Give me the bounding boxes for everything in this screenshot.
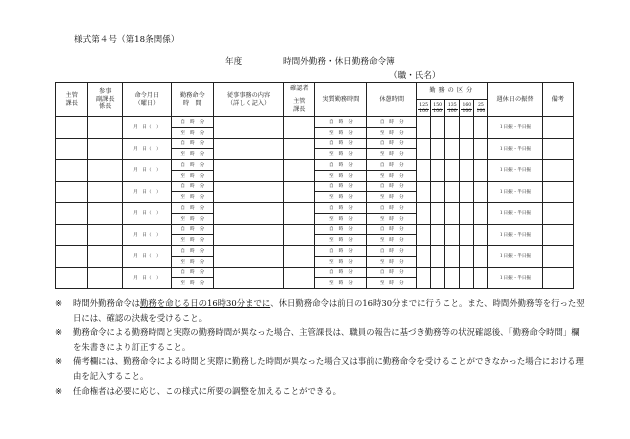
cell-kubun[interactable] <box>460 224 474 246</box>
cell-kubun[interactable] <box>431 160 445 182</box>
col-order-time: 勤務命令 時 間 <box>171 83 213 117</box>
cell-supervisor[interactable] <box>56 160 88 182</box>
cell-counselor[interactable] <box>88 117 123 139</box>
cell-furikae[interactable]: １日振・半日振 <box>488 160 542 182</box>
cell-kubun[interactable] <box>460 267 474 289</box>
cell-kubun[interactable] <box>431 203 445 225</box>
cell-confirmer[interactable] <box>284 246 315 268</box>
cell-kubun[interactable] <box>460 181 474 203</box>
cell-rest-from[interactable]: 自 時 分 <box>367 267 417 278</box>
page-title: 時間外勤務・休日勤務命令簿 <box>283 57 395 67</box>
cell-kubun[interactable] <box>460 246 474 268</box>
note-item <box>55 354 585 383</box>
cell-remarks[interactable] <box>542 246 573 268</box>
kubun-rate-25: $\frac{25}{100}$ <box>474 100 488 117</box>
cell-order-from[interactable]: 自 時 分 <box>171 203 213 214</box>
cell-furikae[interactable]: １日振・半日振 <box>488 246 542 268</box>
note-item <box>55 325 585 354</box>
cell-kubun[interactable] <box>474 267 488 289</box>
notes <box>55 296 585 398</box>
cell-kubun[interactable] <box>417 181 431 203</box>
cell-kubun[interactable] <box>474 138 488 160</box>
cell-supervisor[interactable] <box>56 267 88 289</box>
cell-order-from[interactable]: 自 時 分 <box>171 181 213 192</box>
cell-supervisor[interactable] <box>56 117 88 139</box>
overtime-ledger-table <box>55 82 574 289</box>
note-text: 備考欄には、勤務命令による時間と実際に勤務した時間が異なった場合又は事前に勤務命令を受けることができなかった場合における理由を記入すること。 <box>73 356 584 381</box>
cell-kubun[interactable] <box>445 267 460 289</box>
cell-kubun[interactable] <box>460 203 474 225</box>
cell-order-date[interactable]: 月 日（ ） <box>123 246 172 268</box>
cell-rest-to[interactable]: 至 時 分 <box>367 127 417 138</box>
cell-kubun[interactable] <box>431 246 445 268</box>
cell-counselor[interactable] <box>88 203 123 225</box>
cell-actual-to[interactable]: 至 時 分 <box>315 256 367 267</box>
cell-counselor[interactable] <box>88 160 123 182</box>
col-confirmer: 確認者 主管 課長 <box>284 83 315 117</box>
cell-remarks[interactable] <box>542 267 573 289</box>
cell-kubun[interactable] <box>417 224 431 246</box>
form-id: 様式第４号（第18条関係） <box>74 35 180 45</box>
cell-actual-to[interactable]: 至 時 分 <box>315 235 367 246</box>
cell-kubun[interactable] <box>417 117 431 139</box>
title-name-label: （職・氏名） <box>389 71 441 81</box>
cell-remarks[interactable] <box>542 117 573 139</box>
cell-duty[interactable] <box>213 224 283 246</box>
table-row <box>56 203 574 214</box>
cell-rest-to[interactable]: 至 時 分 <box>367 192 417 203</box>
cell-kubun[interactable] <box>431 181 445 203</box>
cell-duty[interactable] <box>213 117 283 139</box>
cell-remarks[interactable] <box>542 224 573 246</box>
cell-kubun[interactable] <box>431 224 445 246</box>
cell-duty[interactable] <box>213 267 283 289</box>
cell-confirmer[interactable] <box>284 117 315 139</box>
cell-duty[interactable] <box>213 138 283 160</box>
cell-kubun[interactable] <box>460 138 474 160</box>
kubun-rate-125: $\frac{125}{100}$ <box>417 100 431 117</box>
cell-actual-from[interactable]: 自 時 分 <box>315 224 367 235</box>
cell-counselor[interactable] <box>88 181 123 203</box>
cell-kubun[interactable] <box>445 224 460 246</box>
cell-order-from[interactable]: 自 時 分 <box>171 267 213 278</box>
cell-kubun[interactable] <box>445 203 460 225</box>
cell-counselor[interactable] <box>88 138 123 160</box>
cell-kubun[interactable] <box>474 246 488 268</box>
cell-order-date[interactable]: 月 日（ ） <box>123 203 172 225</box>
cell-supervisor[interactable] <box>56 246 88 268</box>
cell-supervisor[interactable] <box>56 203 88 225</box>
cell-order-to[interactable]: 至 時 分 <box>171 235 213 246</box>
cell-rest-from[interactable]: 自 時 分 <box>367 203 417 214</box>
table-row <box>56 117 574 128</box>
cell-actual-from[interactable]: 自 時 分 <box>315 246 367 257</box>
note-text: 任命権者は必要に応じ、この様式に所要の調整を加えることができる。 <box>73 385 341 396</box>
cell-duty[interactable] <box>213 181 283 203</box>
cell-order-to[interactable]: 至 時 分 <box>171 213 213 224</box>
cell-actual-from[interactable]: 自 時 分 <box>315 160 367 171</box>
cell-remarks[interactable] <box>542 181 573 203</box>
cell-kubun[interactable] <box>445 160 460 182</box>
cell-actual-from[interactable]: 自 時 分 <box>315 203 367 214</box>
col-supervisor: 主管 課長 <box>56 83 88 117</box>
col-actual-time: 実質勤務時間 <box>315 83 367 117</box>
cell-order-to[interactable]: 至 時 分 <box>171 127 213 138</box>
note-text: 勤務命令による勤務時間と実際の勤務時間が異なった場合、主管課長は、職員の報告に基づき勤務等の状況確認後、「勤務命令時間」欄を朱書きにより訂正すること。 <box>73 327 580 352</box>
cell-order-to[interactable]: 至 時 分 <box>171 278 213 289</box>
cell-rest-from[interactable]: 自 時 分 <box>367 160 417 171</box>
cell-duty[interactable] <box>213 160 283 182</box>
cell-order-date[interactable]: 月 日（ ） <box>123 267 172 289</box>
cell-order-to[interactable]: 至 時 分 <box>171 170 213 181</box>
note-text: 時間外勤務命令は勤務を命じる日の16時30分までに、休日勤務命令は前日の16時30分までに行うこと。また、時間外勤務等を行った翌日には、確認の決裁を受けること。 <box>73 298 585 323</box>
cell-remarks[interactable] <box>542 203 573 225</box>
cell-actual-to[interactable]: 至 時 分 <box>315 278 367 289</box>
cell-kubun[interactable] <box>474 160 488 182</box>
cell-rest-from[interactable]: 自 時 分 <box>367 138 417 149</box>
cell-furikae[interactable]: １日振・半日振 <box>488 138 542 160</box>
note-mark: ※ <box>55 356 63 367</box>
kubun-rate-135: $\frac{135}{100}$ <box>445 100 460 117</box>
cell-counselor[interactable] <box>88 246 123 268</box>
cell-order-from[interactable]: 自 時 分 <box>171 138 213 149</box>
cell-supervisor[interactable] <box>56 181 88 203</box>
note-item <box>55 296 585 325</box>
cell-confirmer[interactable] <box>284 267 315 289</box>
cell-order-date[interactable]: 月 日（ ） <box>123 160 172 182</box>
col-furikae: 週休日の振替 <box>488 83 542 117</box>
col-kubun: 勤務の区分 <box>417 83 488 100</box>
cell-order-date[interactable]: 月 日（ ） <box>123 117 172 139</box>
cell-kubun[interactable] <box>445 246 460 268</box>
cell-kubun[interactable] <box>417 203 431 225</box>
table-row <box>56 181 574 192</box>
cell-order-date[interactable]: 月 日（ ） <box>123 138 172 160</box>
cell-actual-to[interactable]: 至 時 分 <box>315 127 367 138</box>
cell-rest-to[interactable]: 至 時 分 <box>367 235 417 246</box>
table-row <box>56 138 574 149</box>
col-rest-time: 休憩時間 <box>367 83 417 117</box>
cell-remarks[interactable] <box>542 138 573 160</box>
cell-furikae[interactable]: １日振・半日振 <box>488 267 542 289</box>
cell-actual-from[interactable]: 自 時 分 <box>315 138 367 149</box>
cell-confirmer[interactable] <box>284 138 315 160</box>
cell-order-date[interactable]: 月 日（ ） <box>123 181 172 203</box>
cell-rest-to[interactable]: 至 時 分 <box>367 278 417 289</box>
cell-rest-from[interactable]: 自 時 分 <box>367 224 417 235</box>
cell-order-to[interactable]: 至 時 分 <box>171 192 213 203</box>
cell-actual-to[interactable]: 至 時 分 <box>315 149 367 160</box>
cell-rest-to[interactable]: 至 時 分 <box>367 149 417 160</box>
kubun-rate-160: $\frac{160}{100}$ <box>460 100 474 117</box>
cell-confirmer[interactable] <box>284 224 315 246</box>
cell-kubun[interactable] <box>474 203 488 225</box>
cell-counselor[interactable] <box>88 224 123 246</box>
cell-duty[interactable] <box>213 203 283 225</box>
col-duty: 従事事務の内容 （詳しく記入） <box>213 83 283 117</box>
cell-actual-from[interactable]: 自 時 分 <box>315 267 367 278</box>
kubun-rate-150: $\frac{150}{100}$ <box>431 100 445 117</box>
cell-furikae[interactable]: １日振・半日振 <box>488 117 542 139</box>
cell-rest-from[interactable]: 自 時 分 <box>367 181 417 192</box>
cell-counselor[interactable] <box>88 267 123 289</box>
cell-furikae[interactable]: １日振・半日振 <box>488 203 542 225</box>
cell-actual-from[interactable]: 自 時 分 <box>315 117 367 128</box>
cell-kubun[interactable] <box>431 267 445 289</box>
title-year: 年度 <box>225 57 243 67</box>
cell-supervisor[interactable] <box>56 224 88 246</box>
cell-kubun[interactable] <box>474 117 488 139</box>
note-mark: ※ <box>55 327 63 338</box>
table-row <box>56 267 574 278</box>
cell-confirmer[interactable] <box>284 203 315 225</box>
cell-duty[interactable] <box>213 246 283 268</box>
cell-kubun[interactable] <box>417 267 431 289</box>
col-order-date: 命令月日 （曜日） <box>123 83 172 117</box>
cell-order-from[interactable]: 自 時 分 <box>171 224 213 235</box>
cell-kubun[interactable] <box>445 117 460 139</box>
cell-remarks[interactable] <box>542 160 573 182</box>
cell-order-from[interactable]: 自 時 分 <box>171 117 213 128</box>
note-mark: ※ <box>55 385 63 396</box>
col-counselor: 参事 副課長 係長 <box>88 83 123 117</box>
cell-order-to[interactable]: 至 時 分 <box>171 256 213 267</box>
cell-actual-to[interactable]: 至 時 分 <box>315 170 367 181</box>
cell-actual-to[interactable]: 至 時 分 <box>315 213 367 224</box>
cell-kubun[interactable] <box>445 138 460 160</box>
cell-order-from[interactable]: 自 時 分 <box>171 160 213 171</box>
cell-order-date[interactable]: 月 日（ ） <box>123 224 172 246</box>
cell-kubun[interactable] <box>474 181 488 203</box>
note-mark: ※ <box>55 298 63 308</box>
cell-order-to[interactable]: 至 時 分 <box>171 149 213 160</box>
cell-supervisor[interactable] <box>56 138 88 160</box>
cell-confirmer[interactable] <box>284 181 315 203</box>
note-item <box>55 384 585 399</box>
cell-rest-from[interactable]: 自 時 分 <box>367 117 417 128</box>
cell-kubun[interactable] <box>417 138 431 160</box>
cell-furikae[interactable]: １日振・半日振 <box>488 224 542 246</box>
cell-kubun[interactable] <box>445 181 460 203</box>
cell-kubun[interactable] <box>417 160 431 182</box>
cell-kubun[interactable] <box>431 117 445 139</box>
cell-actual-from[interactable]: 自 時 分 <box>315 181 367 192</box>
cell-kubun[interactable] <box>460 160 474 182</box>
table-row <box>56 160 574 171</box>
table-row <box>56 246 574 257</box>
cell-furikae[interactable]: １日振・半日振 <box>488 181 542 203</box>
cell-kubun[interactable] <box>431 138 445 160</box>
cell-kubun[interactable] <box>474 224 488 246</box>
cell-kubun[interactable] <box>417 246 431 268</box>
cell-confirmer[interactable] <box>284 160 315 182</box>
table-row <box>56 224 574 235</box>
cell-rest-to[interactable]: 至 時 分 <box>367 256 417 267</box>
cell-actual-to[interactable]: 至 時 分 <box>315 192 367 203</box>
cell-rest-from[interactable]: 自 時 分 <box>367 246 417 257</box>
cell-order-from[interactable]: 自 時 分 <box>171 246 213 257</box>
cell-kubun[interactable] <box>460 117 474 139</box>
cell-rest-to[interactable]: 至 時 分 <box>367 170 417 181</box>
cell-rest-to[interactable]: 至 時 分 <box>367 213 417 224</box>
col-remarks: 備考 <box>542 83 573 117</box>
